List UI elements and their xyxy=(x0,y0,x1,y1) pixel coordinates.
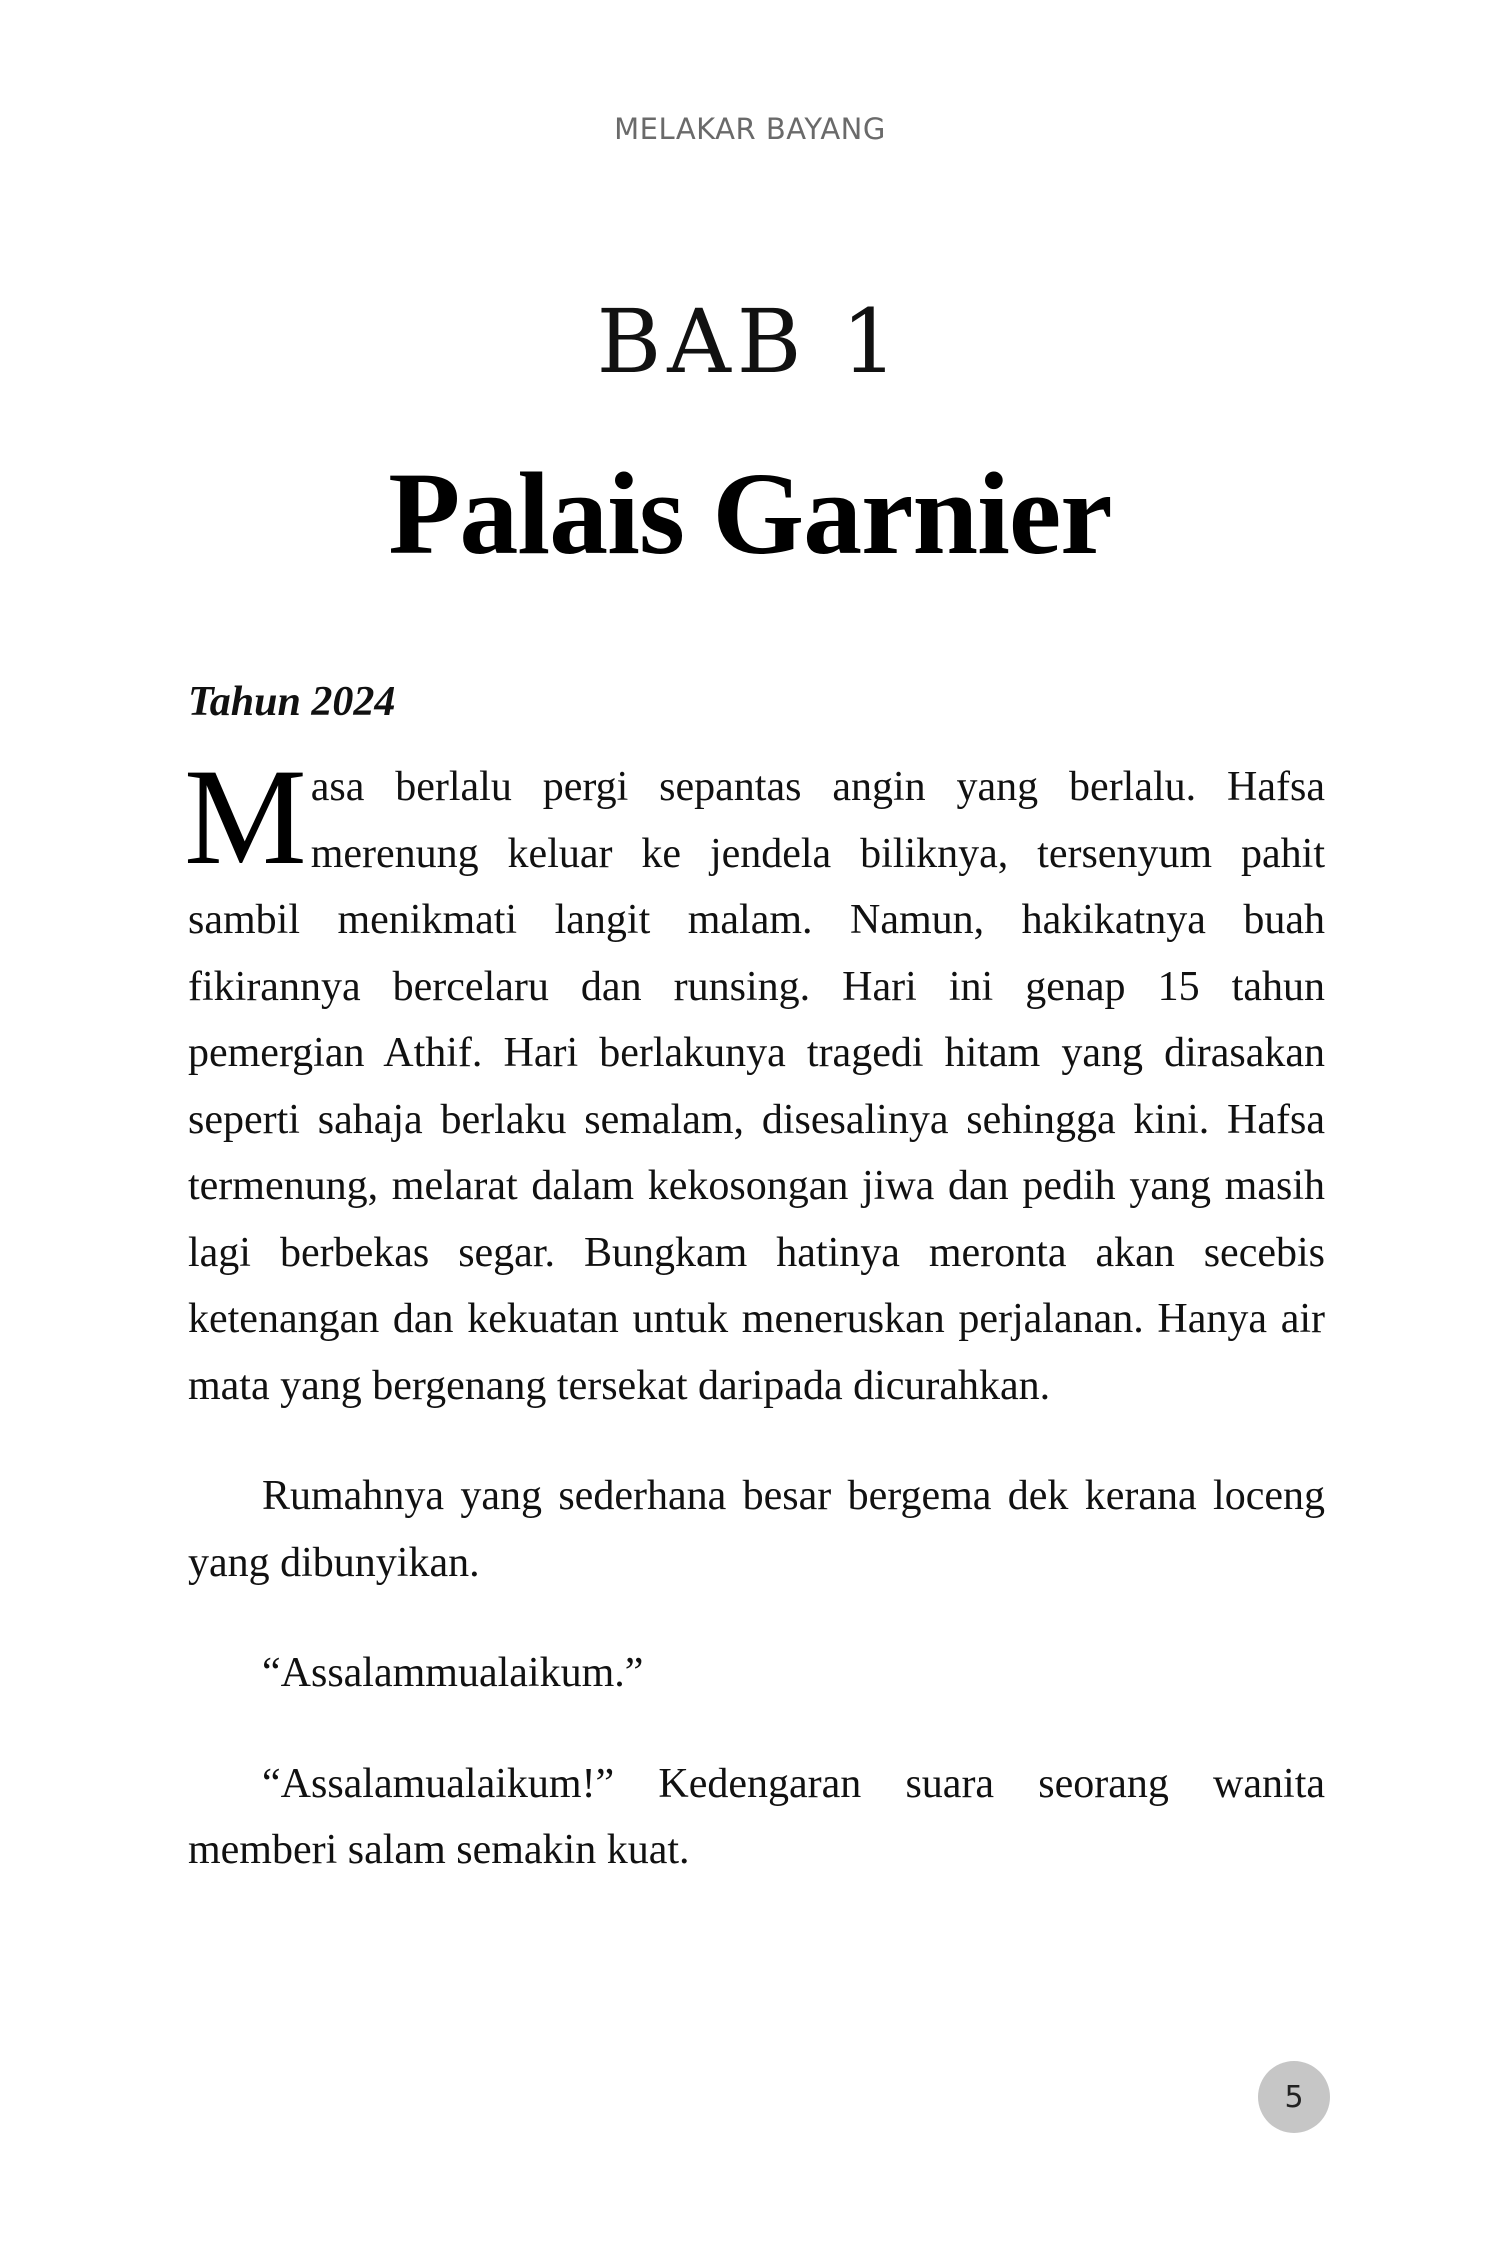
paragraph-dialogue: “Assalammualaikum.” xyxy=(262,1650,644,1696)
chapter-body xyxy=(184,672,1325,1928)
chapter-number: BAB 1 xyxy=(596,290,904,393)
page-number: 5 xyxy=(1284,2079,1304,2115)
section-date: Tahun 2024 xyxy=(188,679,396,725)
drop-cap: M xyxy=(184,740,307,893)
chapter-title: Palais Garnier xyxy=(388,448,1112,579)
page-number-badge xyxy=(1258,2061,1330,2133)
running-head: MELAKAR BAYANG xyxy=(614,112,886,146)
paragraph-text: asa berlalu pergi sepantas angin yang berlalu. Hafsa merenung keluar ke jendela biliknya, tersenyum pahit sambil menikmati langit malam. Namun, hakikatnya buah fikirannya bercelaru dan runsing. Hari ini genap 15 tahun pemergian Athif. Hari berlakunya tragedi hitam yang dirasakan seperti sahaja berlaku semalam, disesalinya sehingga kini. Hafsa termenung, melarat dalam kekosongan jiwa dan pedih yang masih lagi berbekas segar. Bungkam hatinya meronta akan secebis ketenangan dan kekuatan untuk meneruskan perjalanan. Hanya air mata yang bergenang tersekat daripada dicurahkan. xyxy=(188,764,1325,1409)
paragraph: Rumahnya yang sederhana besar bergema dek kerana loceng yang dibunyikan. xyxy=(188,1473,1325,1586)
paragraph-dialogue: “Assalamualaikum!” Kedengaran suara seorang wanita memberi salam semakin kuat. xyxy=(188,1760,1325,1873)
paragraph-opening xyxy=(184,740,1325,1419)
